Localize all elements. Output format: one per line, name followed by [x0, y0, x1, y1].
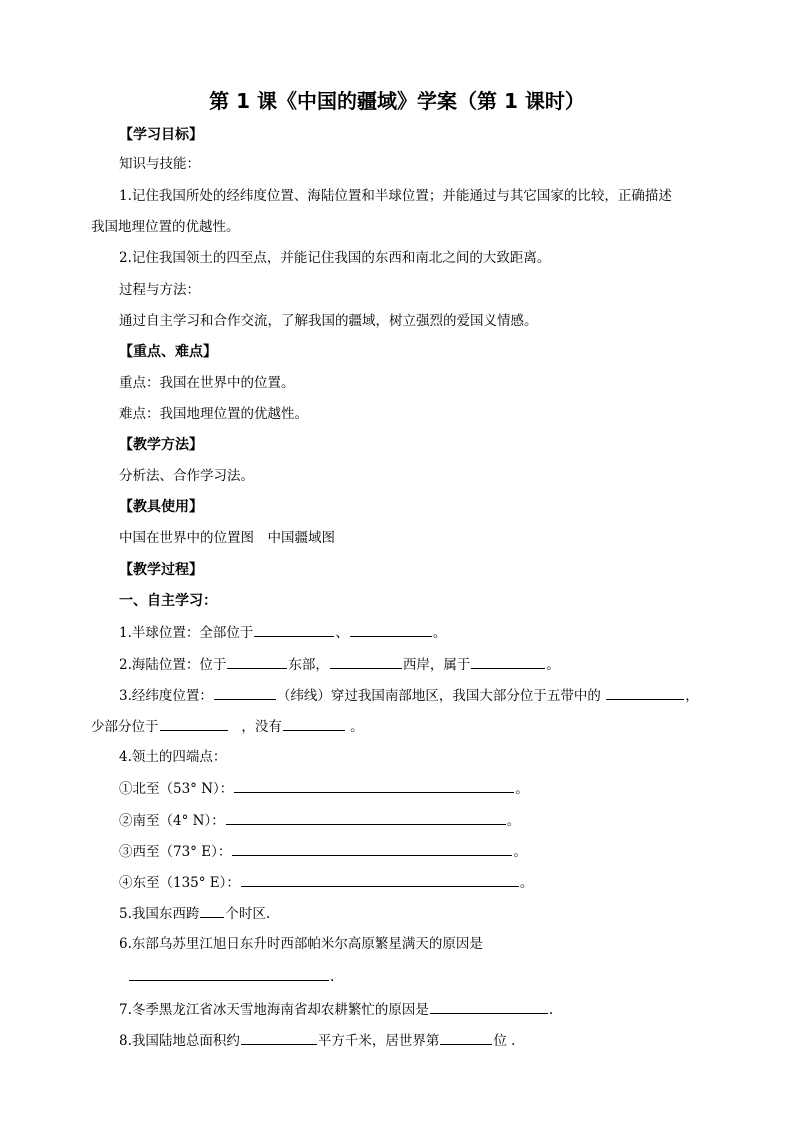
answer-blank-5[interactable]: [200, 904, 224, 918]
goal-item-1-line-2: 我国地理位置的优越性。: [91, 219, 240, 235]
answer-blank-8a[interactable]: [241, 1031, 317, 1045]
answer-blank-3a[interactable]: [214, 686, 276, 700]
question-1-end: 。: [432, 625, 447, 641]
answer-blank-2c[interactable]: [471, 655, 545, 669]
process-heading: 【教学过程】: [119, 562, 203, 578]
page-title: 第 1 课《中国的疆域》学案（第 1 课时）: [209, 89, 585, 113]
question-8: [119, 1031, 515, 1050]
question-7: [119, 1000, 553, 1019]
question-8-end: 位 .: [493, 1033, 516, 1049]
question-8-part-b: 平方千米，居世界第: [317, 1033, 440, 1049]
answer-blank-1b[interactable]: [350, 623, 432, 637]
key-point-text: 重点：我国在世界中的位置。: [119, 375, 295, 391]
question-3-part-b: （纬线）穿过我国南部地区，我国大部分位于五带中的: [276, 688, 601, 704]
question-7-text: 7.冬季黑龙江省冰天雪地海南省却农耕繁忙的原因是: [119, 1002, 429, 1018]
question-6-line-1: 6.东部乌苏里江旭日东升时西部帕米尔高原繁星满天的原因是: [119, 936, 483, 952]
knowledge-label: 知识与技能：: [119, 156, 200, 172]
question-3-line-1: [119, 686, 699, 705]
north-extreme-end: 。: [515, 781, 529, 797]
north-extreme-row: [119, 779, 529, 798]
answer-blank-north[interactable]: [234, 779, 514, 793]
question-3-part-e: ，没有: [241, 719, 282, 735]
answer-blank-6[interactable]: [129, 967, 329, 981]
north-extreme-label: ①北至（53° N）：: [119, 781, 234, 797]
question-1: [119, 623, 446, 642]
question-6-end: .: [330, 969, 335, 985]
question-3-line-2: [91, 717, 364, 736]
difficult-point-text: 难点：我国地理位置的优越性。: [119, 406, 308, 422]
question-3-end: 。: [350, 719, 364, 735]
question-3-part-c: ，: [685, 688, 699, 704]
answer-blank-8b[interactable]: [440, 1031, 492, 1045]
answer-blank-3b[interactable]: [606, 686, 684, 700]
answer-blank-3c[interactable]: [160, 717, 228, 731]
question-7-end: .: [548, 1002, 554, 1018]
goal-item-1-line-1: 1.记住我国所处的经纬度位置、海陆位置和半球位置；并能通过与其它国家的比较，正确描述: [119, 188, 672, 204]
question-2-text: 2.海陆位置：位于: [119, 657, 227, 673]
question-2-part-c: 西岸，属于: [402, 657, 471, 673]
goal-item-2: 2.记住我国领土的四至点，并能记住我国的东西和南北之间的大致距离。: [119, 250, 551, 266]
question-6-line-2: [128, 967, 334, 986]
methods-heading: 【教学方法】: [119, 437, 203, 453]
answer-blank-3d[interactable]: [283, 717, 345, 731]
west-extreme-end: 。: [513, 844, 527, 860]
question-8-text: 8.我国陆地总面积约: [119, 1033, 240, 1049]
south-extreme-label: ②南至（4° N）：: [119, 813, 225, 829]
answer-blank-1a[interactable]: [254, 623, 334, 637]
process-label: 过程与方法：: [119, 282, 200, 298]
answer-blank-west[interactable]: [232, 842, 512, 856]
key-points-heading: 【重点、难点】: [119, 344, 217, 360]
south-extreme-row: [119, 811, 520, 830]
question-5-end: 个时区.: [225, 906, 271, 922]
question-5-text: 5.我国东西跨: [119, 906, 200, 922]
answer-blank-east[interactable]: [241, 873, 519, 887]
question-2-part-b: 东部，: [288, 657, 329, 673]
south-extreme-end: 。: [506, 813, 521, 829]
self-study-subheading: 一、自主学习：: [119, 593, 217, 609]
answer-blank-south[interactable]: [226, 811, 506, 825]
question-3-part-d: 少部分位于: [91, 719, 159, 735]
question-2-end: 。: [546, 657, 560, 673]
east-extreme-end: 。: [519, 875, 534, 891]
question-3-text: 3.经纬度位置：: [119, 688, 213, 704]
question-2: [119, 655, 560, 674]
answer-blank-2b[interactable]: [330, 655, 402, 669]
question-5: [119, 904, 270, 923]
question-1-sep: 、: [335, 625, 349, 641]
goals-heading: 【学习目标】: [119, 127, 203, 143]
west-extreme-label: ③西至（73° E）：: [119, 844, 232, 860]
tools-heading: 【教具使用】: [119, 499, 203, 515]
east-extreme-label: ④东至（135° E）：: [119, 875, 240, 891]
process-text: 通过自主学习和合作交流，了解我国的疆域，树立强烈的爱国义情感。: [119, 313, 538, 329]
answer-blank-2a[interactable]: [227, 655, 287, 669]
east-extreme-row: [119, 873, 533, 892]
question-4: 4.领土的四端点：: [119, 749, 227, 765]
tools-text: 中国在世界中的位置图 中国疆域图: [119, 530, 335, 546]
question-1-text: 1.半球位置：全部位于: [119, 625, 254, 641]
methods-text: 分析法、合作学习法。: [119, 468, 254, 484]
west-extreme-row: [119, 842, 527, 861]
answer-blank-7[interactable]: [430, 1000, 548, 1014]
